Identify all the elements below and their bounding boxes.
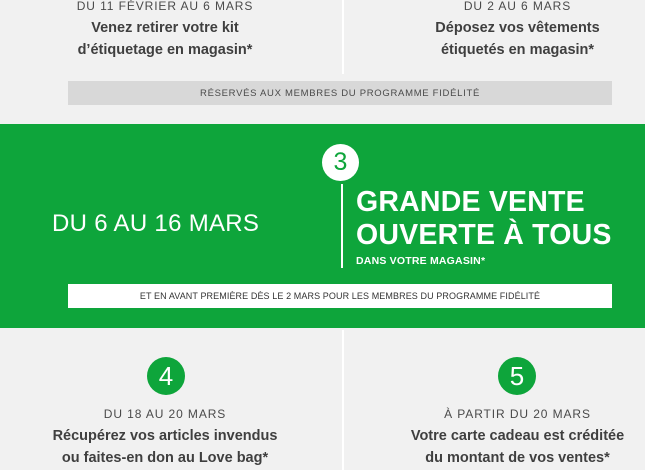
early-access-banner: ET EN AVANT PREMIÈRE DÈS LE 2 MARS POUR LES MEMBRES DU PROGRAMME FIDÉLITÉ (68, 284, 612, 308)
step-2-block (390, 0, 645, 60)
step-3-title-line-2: OUVERTE À TOUS (356, 219, 612, 251)
step-3-number-badge: 3 (322, 144, 359, 181)
step-3-green-banner (0, 124, 645, 328)
banner-divider (341, 184, 343, 268)
step-1-block (0, 0, 330, 60)
step-1-text-line-2: d’étiquetage en magasin* (77, 42, 253, 58)
step-5-date: À PARTIR DU 20 MARS (444, 407, 591, 421)
step-5-text-line-1: Votre carte cadeau est créditée (410, 428, 625, 444)
step-3-title (356, 186, 612, 252)
step-2-text-line-1: Déposez vos vêtements (435, 20, 600, 36)
step-4-block (0, 404, 330, 468)
step-3-subtitle: DANS VOTRE MAGASIN* (356, 255, 486, 267)
step-5-block (390, 404, 645, 468)
step-5-number-badge: 5 (498, 357, 536, 395)
members-only-banner: RÉSERVÉS AUX MEMBRES DU PROGRAMME FIDÉLITÉ (68, 81, 612, 105)
column-divider-bottom (342, 330, 344, 470)
step-5-text-line-2: du montant de vos ventes* (425, 450, 610, 466)
step-4-number-badge: 4 (147, 357, 185, 395)
step-4-text-line-1: Récupérez vos articles invendus (52, 428, 278, 444)
step-4-text-line-2: ou faites-en don au Love bag* (61, 450, 269, 466)
step-2-text-line-2: étiquetés en magasin* (440, 42, 595, 58)
step-2-date: DU 2 AU 6 MARS (463, 0, 572, 13)
column-divider-top (342, 0, 344, 74)
step-4-date: DU 18 AU 20 MARS (103, 407, 227, 421)
step-3-date: DU 6 AU 16 MARS (52, 210, 260, 237)
step-1-date: DU 11 FÉVRIER AU 6 MARS (76, 0, 254, 13)
step-3-title-line-1: GRANDE VENTE (356, 186, 585, 218)
step-1-text-line-1: Venez retirer votre kit (91, 20, 239, 36)
